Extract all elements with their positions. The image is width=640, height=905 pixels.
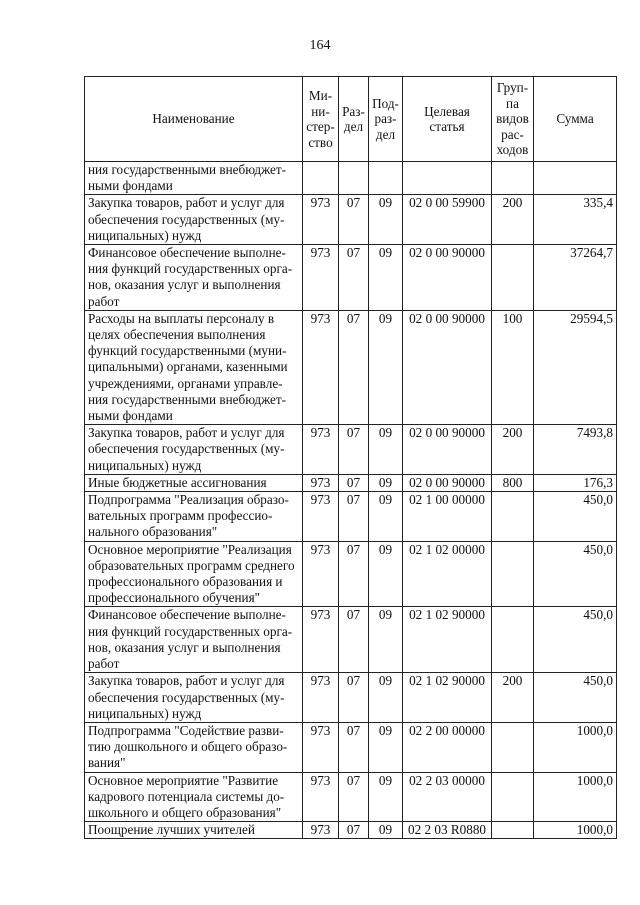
row-section-cell: 07 <box>339 425 369 475</box>
row-name-cell: Иные бюджетные ассигнования <box>85 474 303 491</box>
row-ministry-cell <box>303 162 339 195</box>
row-name-cell: Основное мероприятие "Развитие кадрового потенциала системы до- школьного и общего образования" <box>85 772 303 822</box>
row-group-cell <box>492 492 534 542</box>
row-target-cell: 02 2 03 R0880 <box>403 822 492 839</box>
row-group-cell <box>492 607 534 673</box>
row-subsection-cell: 09 <box>369 607 403 673</box>
row-sum-cell: 29594,5 <box>534 310 617 424</box>
row-subsection-cell: 09 <box>369 310 403 424</box>
row-target-cell: 02 1 02 90000 <box>403 607 492 673</box>
row-section-cell: 07 <box>339 722 369 772</box>
row-ministry-cell: 973 <box>303 541 339 607</box>
row-name-cell: Закупка товаров, работ и услуг для обеспечения государственных (му- ниципальных) нужд <box>85 673 303 723</box>
header-name: Наименование <box>85 77 303 162</box>
table-header-row <box>85 77 617 162</box>
row-group-cell <box>492 822 534 839</box>
row-subsection-cell: 09 <box>369 425 403 475</box>
row-subsection-cell: 09 <box>369 245 403 311</box>
row-subsection-cell: 09 <box>369 822 403 839</box>
row-subsection-cell: 09 <box>369 772 403 822</box>
row-subsection-cell <box>369 162 403 195</box>
table-row <box>85 772 617 822</box>
page-number: 164 <box>309 38 331 53</box>
row-section-cell: 07 <box>339 772 369 822</box>
row-target-cell: 02 2 03 00000 <box>403 772 492 822</box>
row-sum-cell: 7493,8 <box>534 425 617 475</box>
row-name-cell: Закупка товаров, работ и услуг для обеспечения государственных (му- ниципальных) нужд <box>85 195 303 245</box>
table-row <box>85 474 617 491</box>
row-section-cell: 07 <box>339 245 369 311</box>
row-ministry-cell: 973 <box>303 822 339 839</box>
row-group-cell: 200 <box>492 425 534 475</box>
row-section-cell: 07 <box>339 822 369 839</box>
table-row <box>85 425 617 475</box>
row-ministry-cell: 973 <box>303 310 339 424</box>
table-row <box>85 492 617 542</box>
row-sum-cell: 450,0 <box>534 607 617 673</box>
header-section: Раз- дел <box>339 77 369 162</box>
row-subsection-cell: 09 <box>369 195 403 245</box>
row-section-cell: 07 <box>339 310 369 424</box>
table-row <box>85 245 617 311</box>
header-target: Целевая статья <box>403 77 492 162</box>
row-subsection-cell: 09 <box>369 541 403 607</box>
row-sum-cell <box>534 162 617 195</box>
header-sum: Сумма <box>534 77 617 162</box>
row-name-cell: Подпрограмма "Содействие разви- тию дошкольного и общего образо- вания" <box>85 722 303 772</box>
row-name-cell: Финансовое обеспечение выполне- ния функций государственных орга- нов, оказания услуг и выполнения работ <box>85 607 303 673</box>
row-ministry-cell: 973 <box>303 772 339 822</box>
row-section-cell: 07 <box>339 474 369 491</box>
row-ministry-cell: 973 <box>303 474 339 491</box>
row-group-cell <box>492 162 534 195</box>
row-ministry-cell: 973 <box>303 425 339 475</box>
row-target-cell <box>403 162 492 195</box>
row-sum-cell: 450,0 <box>534 673 617 723</box>
row-section-cell: 07 <box>339 673 369 723</box>
row-section-cell: 07 <box>339 195 369 245</box>
row-group-cell <box>492 541 534 607</box>
row-name-cell: Подпрограмма "Реализация образо- вательных программ профессио- нального образования" <box>85 492 303 542</box>
row-name-cell: Поощрение лучших учителей <box>85 822 303 839</box>
row-ministry-cell: 973 <box>303 195 339 245</box>
table-row <box>85 195 617 245</box>
row-section-cell: 07 <box>339 492 369 542</box>
row-target-cell: 02 1 02 00000 <box>403 541 492 607</box>
row-target-cell: 02 0 00 59900 <box>403 195 492 245</box>
row-group-cell: 100 <box>492 310 534 424</box>
budget-table <box>84 76 617 839</box>
table-row <box>85 822 617 839</box>
row-ministry-cell: 973 <box>303 673 339 723</box>
row-target-cell: 02 0 00 90000 <box>403 474 492 491</box>
row-group-cell: 800 <box>492 474 534 491</box>
row-ministry-cell: 973 <box>303 607 339 673</box>
header-group: Груп- па видов рас- ходов <box>492 77 534 162</box>
row-name-cell: Расходы на выплаты персоналу в целях обеспечения выполнения функций государственными (муни- ципальными) органами, казенными учреждениями, органами управле- ния государственными внебюджет- ными фондами <box>85 310 303 424</box>
header-ministry: Ми- ни- стер- ство <box>303 77 339 162</box>
table-row <box>85 541 617 607</box>
row-name-cell: Закупка товаров, работ и услуг для обеспечения государственных (му- ниципальных) нужд <box>85 425 303 475</box>
row-sum-cell: 37264,7 <box>534 245 617 311</box>
row-sum-cell: 176,3 <box>534 474 617 491</box>
row-group-cell: 200 <box>492 673 534 723</box>
table-row <box>85 673 617 723</box>
row-ministry-cell: 973 <box>303 492 339 542</box>
row-target-cell: 02 2 00 00000 <box>403 722 492 772</box>
row-section-cell: 07 <box>339 541 369 607</box>
row-section-cell: 07 <box>339 607 369 673</box>
row-sum-cell: 450,0 <box>534 541 617 607</box>
row-target-cell: 02 0 00 90000 <box>403 245 492 311</box>
row-sum-cell: 1000,0 <box>534 722 617 772</box>
row-name-cell: Финансовое обеспечение выполне- ния функций государственных орга- нов, оказания услуг и выполнения работ <box>85 245 303 311</box>
row-name-cell: Основное мероприятие "Реализация образовательных программ среднего профессионального образования и профессионального обучения" <box>85 541 303 607</box>
row-subsection-cell: 09 <box>369 474 403 491</box>
row-name-cell: ния государственными внебюджет- ными фондами <box>85 162 303 195</box>
row-sum-cell: 335,4 <box>534 195 617 245</box>
row-subsection-cell: 09 <box>369 492 403 542</box>
row-target-cell: 02 1 00 00000 <box>403 492 492 542</box>
row-group-cell: 200 <box>492 195 534 245</box>
row-group-cell <box>492 722 534 772</box>
table-row <box>85 722 617 772</box>
row-ministry-cell: 973 <box>303 245 339 311</box>
row-target-cell: 02 0 00 90000 <box>403 425 492 475</box>
row-subsection-cell: 09 <box>369 673 403 723</box>
row-ministry-cell: 973 <box>303 722 339 772</box>
row-subsection-cell: 09 <box>369 722 403 772</box>
row-sum-cell: 450,0 <box>534 492 617 542</box>
row-sum-cell: 1000,0 <box>534 772 617 822</box>
row-group-cell <box>492 245 534 311</box>
row-target-cell: 02 1 02 90000 <box>403 673 492 723</box>
header-subsection: Под- раз- дел <box>369 77 403 162</box>
table-row <box>85 607 617 673</box>
table-row <box>85 310 617 424</box>
row-sum-cell: 1000,0 <box>534 822 617 839</box>
row-target-cell: 02 0 00 90000 <box>403 310 492 424</box>
row-group-cell <box>492 772 534 822</box>
table-row <box>85 162 617 195</box>
row-section-cell <box>339 162 369 195</box>
